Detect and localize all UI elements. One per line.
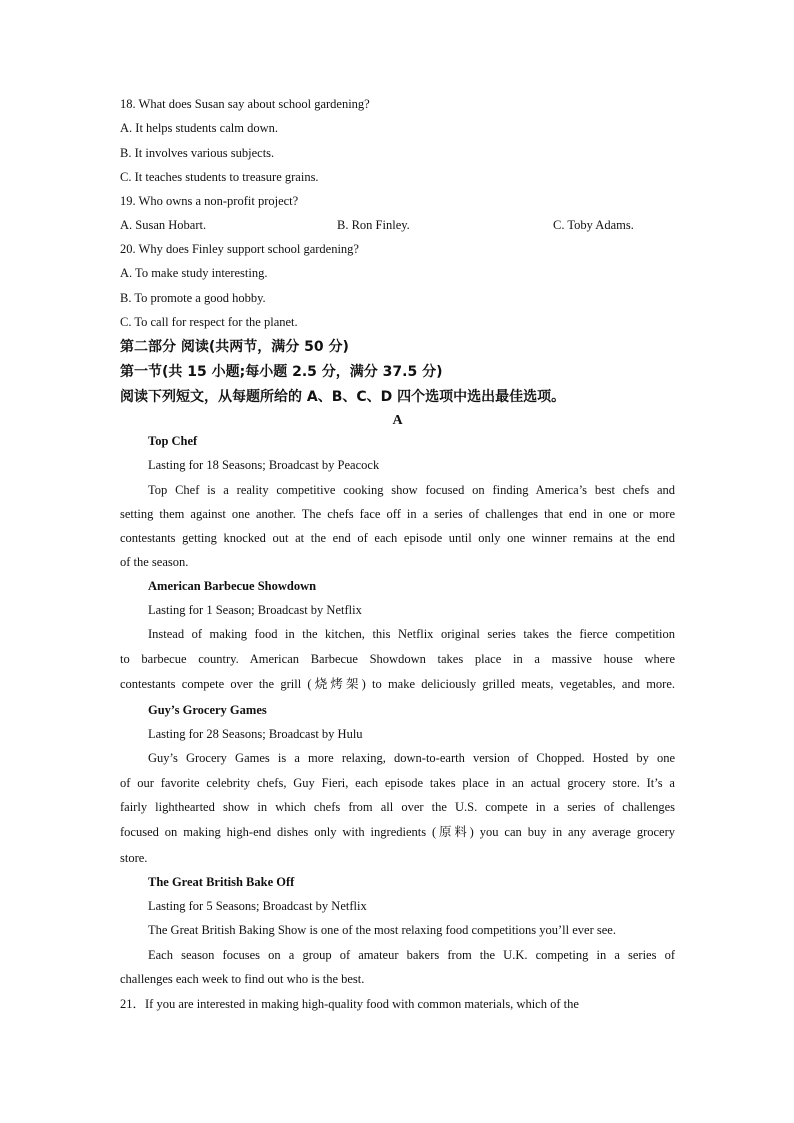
section-part-heading: 第二部分 阅读(共两节，满分 50 分) bbox=[120, 339, 349, 355]
section-sub-heading: 第一节(共 15 小题;每小题 2.5 分，满分 37.5 分) bbox=[120, 364, 443, 380]
show-description-line: Top Chef is a reality competitive cooking show focused on finding America’s best chefs and bbox=[148, 483, 675, 497]
show-description-line: store. bbox=[120, 851, 148, 865]
question-20-option-c: C. To call for respect for the planet. bbox=[120, 315, 298, 329]
show-description-line: Guy’s Grocery Games is a more relaxing, down-to-earth version of Chopped. Hosted by one bbox=[148, 751, 675, 765]
question-19-option-c: C. Toby Adams. bbox=[553, 218, 634, 232]
show-description-line: to barbecue country. American Barbecue Showdown takes place in a massive house where bbox=[120, 652, 675, 666]
show-description-line: focused on making high-end dishes only with ingredients (原料) you can buy in any average grocery bbox=[120, 825, 675, 839]
show-description-line: of the season. bbox=[120, 555, 189, 569]
show-description-line: setting them against one another. The chefs face off in a series of challenges that end in one or more bbox=[120, 507, 675, 521]
question-18-option-a: A. It helps students calm down. bbox=[120, 121, 278, 135]
show-description-line: The Great British Baking Show is one of the most relaxing food competitions you’ll ever see. bbox=[148, 923, 616, 937]
show-description-line: fairly lighthearted show in which chefs from all over the U.S. compete in a series of challenges bbox=[120, 800, 675, 814]
show-description-line: challenges each week to find out who is the best. bbox=[120, 972, 365, 986]
question-19-option-b: B. Ron Finley. bbox=[337, 218, 410, 232]
show-info: Lasting for 18 Seasons; Broadcast by Peacock bbox=[148, 458, 380, 472]
question-19-stem: 19. Who owns a non-profit project? bbox=[120, 194, 299, 208]
question-18-stem: 18. What does Susan say about school gardening? bbox=[120, 97, 370, 111]
show-info: Lasting for 5 Seasons; Broadcast by Netflix bbox=[148, 899, 367, 913]
question-20-option-a: A. To make study interesting. bbox=[120, 266, 268, 280]
question-18-option-c: C. It teaches students to treasure grains. bbox=[120, 170, 319, 184]
question-20-option-b: B. To promote a good hobby. bbox=[120, 291, 266, 305]
show-title: Guy’s Grocery Games bbox=[148, 703, 267, 717]
passage-label: A bbox=[392, 413, 403, 428]
show-title: The Great British Bake Off bbox=[148, 875, 295, 889]
show-info: Lasting for 1 Season; Broadcast by Netflix bbox=[148, 603, 362, 617]
show-description-line: contestants getting knocked out at the end of each episode until only one winner remains at the end bbox=[120, 531, 675, 545]
question-21-stem: 21．If you are interested in making high-quality food with common materials, which of the bbox=[120, 997, 579, 1011]
show-title: American Barbecue Showdown bbox=[148, 579, 317, 593]
show-description-line: Instead of making food in the kitchen, this Netflix original series takes the fierce competition bbox=[148, 627, 675, 641]
question-19-option-a: A. Susan Hobart. bbox=[120, 218, 207, 232]
show-info: Lasting for 28 Seasons; Broadcast by Hulu bbox=[148, 727, 363, 741]
question-18-option-b: B. It involves various subjects. bbox=[120, 146, 275, 160]
question-20-stem: 20. Why does Finley support school gardening? bbox=[120, 242, 359, 256]
show-title: Top Chef bbox=[148, 434, 198, 448]
show-description-line: of our favorite celebrity chefs, Guy Fieri, each episode takes place in an actual grocery store. It’s a bbox=[120, 776, 675, 790]
section-instruction: 阅读下列短文，从每题所给的 A、B、C、D 四个选项中选出最佳选项。 bbox=[120, 389, 566, 405]
show-description-line: contestants compete over the grill (烧烤架) to make deliciously grilled meats, vegetables, and more. bbox=[120, 677, 675, 691]
show-description-line: Each season focuses on a group of amateur bakers from the U.K. competing in a series of bbox=[148, 948, 675, 962]
